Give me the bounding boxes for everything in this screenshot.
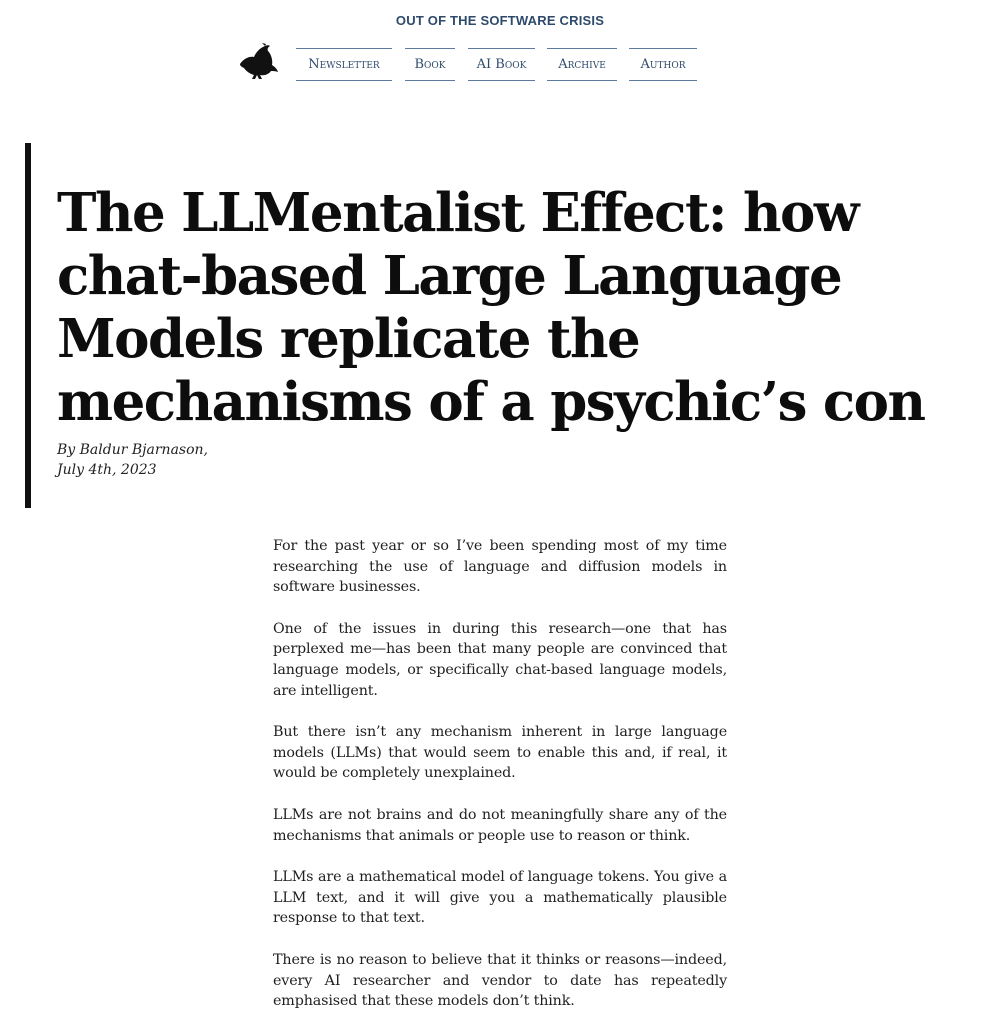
- article-title: The LLMentalist Effect: how chat-based Large Language Models replicate the mechanisms of a psychic’s con: [57, 182, 925, 433]
- byline: [57, 440, 208, 480]
- nav-author[interactable]: Author: [629, 48, 697, 81]
- site-name[interactable]: OUT OF THE SOFTWARE CRISIS: [395, 13, 605, 28]
- paragraph: There is no reason to believe that it thinks or reasons—indeed, every AI researcher and vendor to date has repeatedly emphasised that these models don’t think.: [273, 951, 727, 1010]
- byline-author: By Baldur Bjarnason,: [57, 442, 208, 458]
- title-accent-bar: [25, 143, 31, 508]
- paragraph: One of the issues in during this research—one that has perplexed me—has been that many people are convinced that language models, or specifically chat-based language models, are intelligent.: [273, 620, 727, 699]
- article-body: [273, 536, 727, 1033]
- raven-icon[interactable]: [238, 42, 278, 80]
- paragraph: For the past year or so I’ve been spending most of my time researching the use of language and diffusion models in software businesses.: [273, 538, 727, 596]
- paragraph: LLMs are not brains and do not meaningfully share any of the mechanisms that animals or people use to reason or think.: [273, 806, 727, 844]
- paragraph: LLMs are a mathematical model of language tokens. You give a LLM text, and it will give you a mathematically plausible response to that text.: [273, 869, 727, 927]
- nav-book[interactable]: Book: [405, 48, 455, 81]
- byline-date: July 4th, 2023: [57, 462, 157, 478]
- nav-ai-book[interactable]: AI Book: [468, 48, 535, 81]
- nav-newsletter[interactable]: Newsletter: [296, 48, 392, 81]
- nav-archive[interactable]: Archive: [547, 48, 617, 81]
- paragraph: But there isn’t any mechanism inherent in large language models (LLMs) that would seem to enable this and, if real, it would be completely unexplained.: [273, 724, 727, 782]
